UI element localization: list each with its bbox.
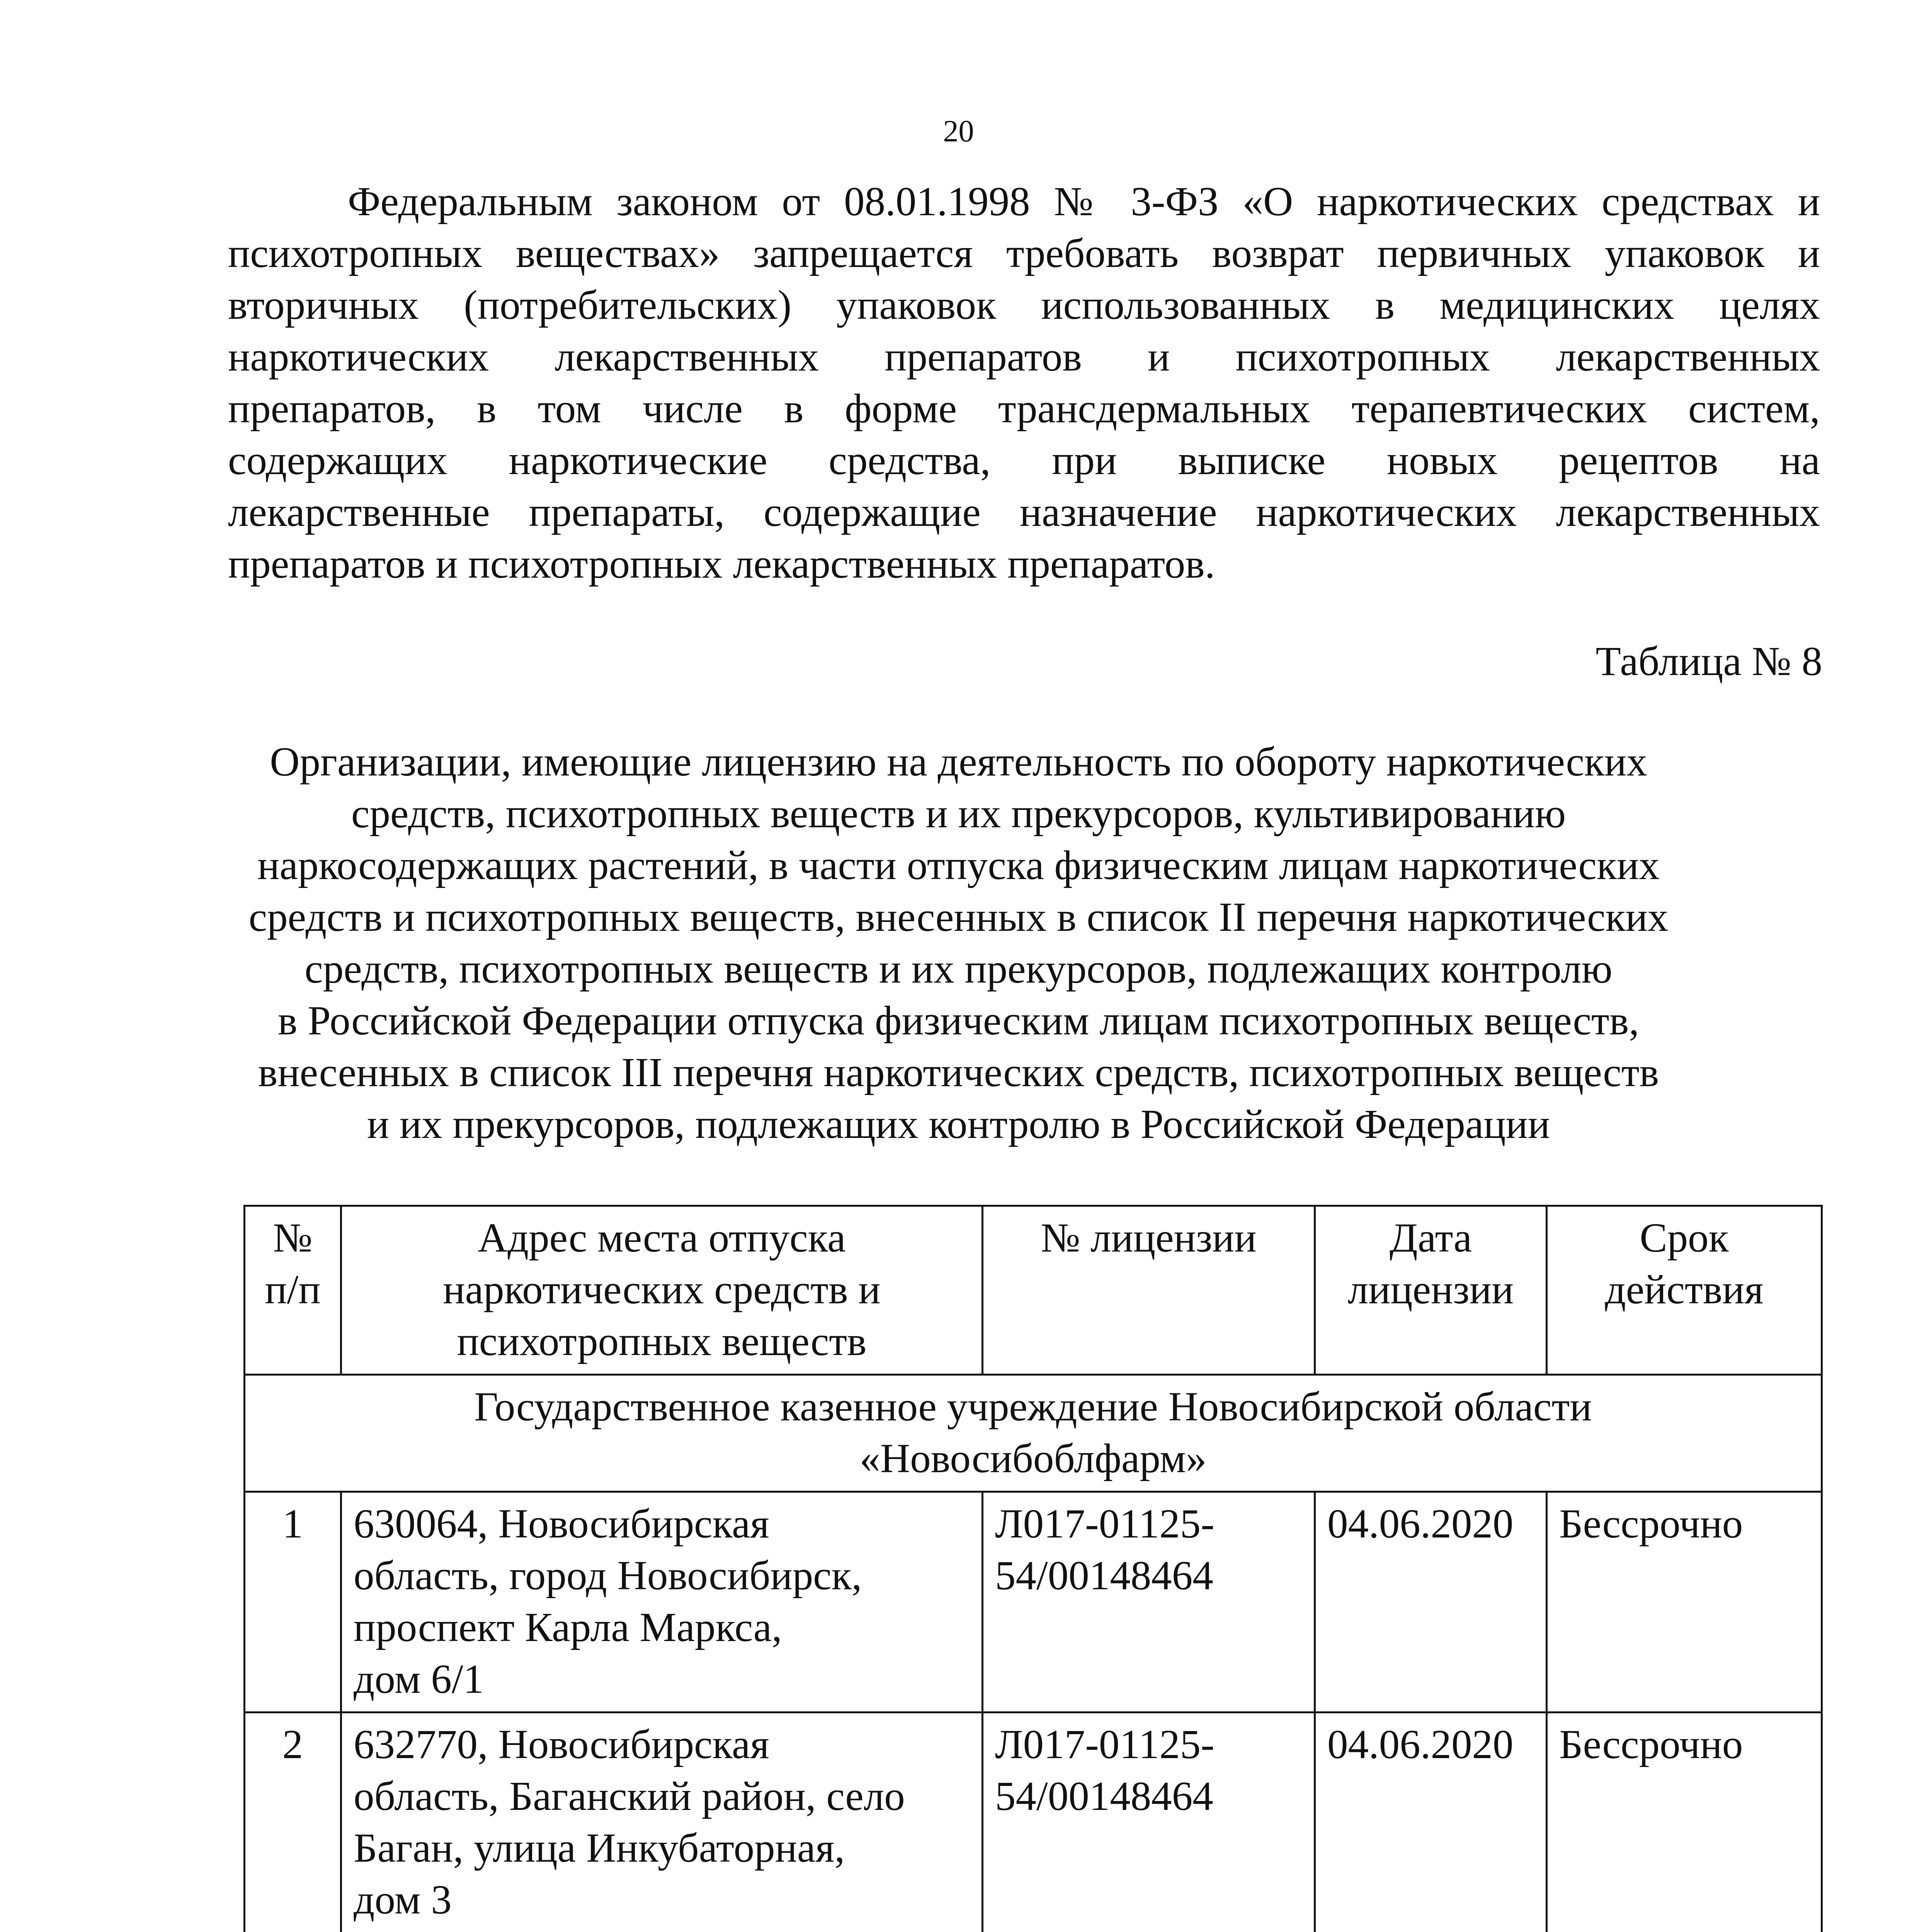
header-address-line: наркотических средств и: [443, 1267, 881, 1313]
table-title-line: средств и психотропных веществ, внесенных в список II перечня наркотических: [248, 895, 1669, 940]
header-date: [1315, 1206, 1547, 1375]
header-date-line: лицензии: [1347, 1267, 1514, 1313]
header-address: [341, 1206, 983, 1375]
row-date: 04.06.2020: [1315, 1713, 1547, 1932]
intro-line: Федеральным законом от 08.01.1998 № 3-ФЗ «О наркотических средствах и: [348, 179, 1820, 224]
intro-line: лекарственные препараты, содержащие назначение наркотических лекарственных: [228, 490, 1820, 535]
organization-line: «Новосибоблфарм»: [859, 1436, 1207, 1481]
header-license: [983, 1206, 1315, 1375]
table-label: Таблица № 8: [1596, 639, 1822, 684]
organization-row: [245, 1375, 1822, 1492]
row-term: Бессрочно: [1547, 1713, 1822, 1932]
address-line: Баган, улица Инкубаторная,: [354, 1825, 845, 1871]
organization-line: Государственное казенное учреждение Новосибирской области: [474, 1384, 1592, 1430]
header-term: [1547, 1206, 1822, 1375]
header-term-line: Срок: [1640, 1215, 1729, 1261]
table-header-row: [245, 1206, 1822, 1375]
license-line: Л017-01125-: [995, 1722, 1214, 1767]
header-num-line: №: [273, 1215, 313, 1261]
intro-line: содержащих наркотические средства, при выписке новых рецептов на: [228, 438, 1820, 483]
row-license: [983, 1713, 1315, 1932]
intro-line: препаратов, в том числе в форме трансдермальных терапевтических систем,: [228, 386, 1820, 432]
header-license-line: № лицензии: [1041, 1215, 1257, 1261]
page-number: 20: [943, 114, 974, 148]
header-address-line: психотропных веществ: [457, 1319, 867, 1364]
row-number: 1: [245, 1492, 341, 1713]
license-line: 54/00148464: [995, 1553, 1213, 1599]
row-date: 04.06.2020: [1315, 1492, 1547, 1713]
header-num-line: п/п: [265, 1267, 321, 1313]
header-term-line: действия: [1605, 1267, 1764, 1313]
address-line: проспект Карла Маркса,: [354, 1605, 782, 1650]
intro-paragraph: [228, 176, 1820, 590]
row-address: [341, 1492, 983, 1713]
intro-line: препаратов и психотропных лекарственных препаратов.: [228, 541, 1215, 587]
intro-line: наркотических лекарственных препаратов и психотропных лекарственных: [228, 334, 1820, 380]
header-address-line: Адрес места отпуска: [478, 1215, 846, 1261]
address-line: область, Баганский район, село: [354, 1774, 905, 1819]
address-line: область, город Новосибирск,: [354, 1553, 862, 1599]
row-term: Бессрочно: [1547, 1492, 1822, 1713]
table-title-line: средств, психотропных веществ и их прекурсоров, культивированию: [351, 791, 1566, 837]
table-title-line: средств, психотропных веществ и их прекурсоров, подлежащих контролю: [304, 946, 1613, 992]
table-title-line: внесенных в список III перечня наркотических средств, психотропных веществ: [258, 1050, 1659, 1095]
organization-name: [245, 1375, 1822, 1492]
license-line: 54/00148464: [995, 1774, 1213, 1819]
address-line: 630064, Новосибирская: [354, 1501, 769, 1547]
address-line: дом 3: [354, 1877, 452, 1923]
header-date-line: Дата: [1389, 1215, 1472, 1261]
row-license: [983, 1492, 1315, 1713]
license-table: [243, 1205, 1823, 1932]
table-title-line: и их прекурсоров, подлежащих контролю в Российской Федерации: [367, 1102, 1550, 1147]
address-line: дом 6/1: [354, 1656, 484, 1702]
header-num: [245, 1206, 341, 1375]
row-number: 2: [245, 1713, 341, 1932]
license-line: Л017-01125-: [995, 1501, 1214, 1547]
table-title-line: в Российской Федерации отпуска физическим лицам психотропных веществ,: [277, 998, 1639, 1044]
table-row: [245, 1713, 1822, 1932]
intro-line: психотропных веществах» запрещается требовать возврат первичных упаковок и: [228, 231, 1820, 276]
intro-line: вторичных (потребительских) упаковок использованных в медицинских целях: [228, 282, 1820, 328]
table-row: [245, 1492, 1822, 1713]
table-title: [0, 736, 1917, 1150]
row-address: [341, 1713, 983, 1932]
table-title-line: Организации, имеющие лицензию на деятельность по обороту наркотических: [270, 739, 1647, 785]
table-title-line: наркосодержащих растений, в части отпуска физическим лицам наркотических: [257, 843, 1660, 888]
address-line: 632770, Новосибирская: [354, 1722, 769, 1767]
